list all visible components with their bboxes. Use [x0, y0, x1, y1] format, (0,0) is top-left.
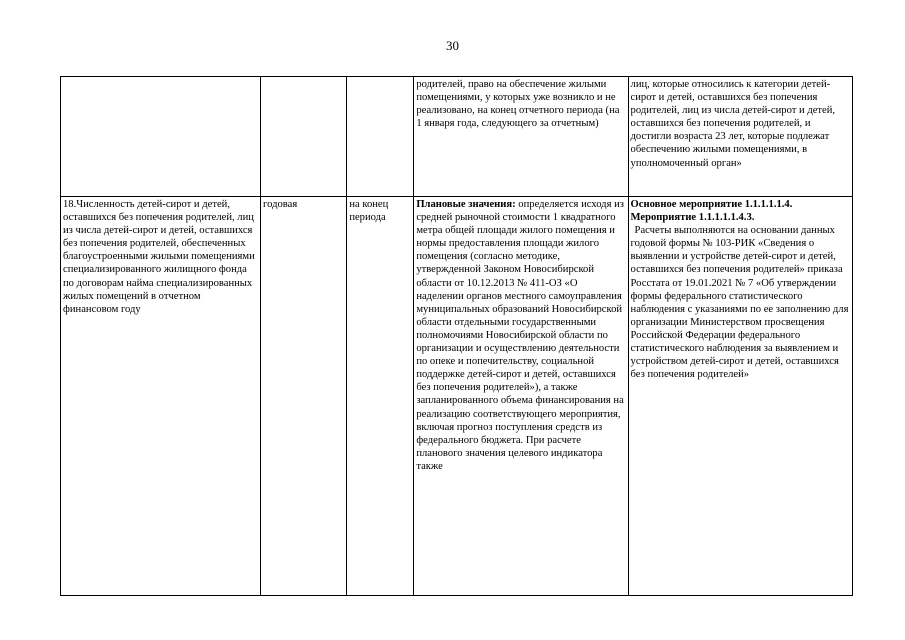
main-activity-label: Основное мероприятие 1.1.1.1.1.4.	[630, 199, 793, 210]
indicator-table	[60, 76, 853, 596]
indicator-name-cell	[61, 77, 261, 197]
planned-values-label: Плановые значения:	[416, 199, 516, 210]
periodicity-cell	[261, 77, 347, 197]
table-row	[61, 77, 853, 197]
page-number: 30	[446, 38, 459, 53]
indicator-name-cell: 18.Численность детей-сирот и детей, оставшихся без попечения родителей, лиц из числа детей-сирот и детей, оставшихся без попечения родителей, обеспеченных благоустроенными жилыми помещениями специализированного жилищного фонда по договорам найма специализированных жилых помещений в отчетном финансовом году	[61, 197, 261, 596]
calculation-method-cell	[414, 197, 628, 596]
period-type-cell: на конец периода	[347, 197, 414, 596]
periodicity-cell: годовая	[261, 197, 347, 596]
calculation-method-cell: родителей, право на обеспечение жилыми помещениями, у которых уже возникло и не реализовано, на конец отчетного периода (на 1 января года, следующего за отчетным)	[414, 77, 628, 197]
data-source-text: Расчеты выполняются на основании данных годовой формы № 103-РИК «Сведения о выявлении и устройстве детей-сирот и детей, оставшихся без попечения родителей» приказа Росстата от 19.01.2021 № 7 «Об утверждении формы федерального статистического наблюдения с указаниями по ее заполнению для организации Министерством просвещения Российской Федерации федерального статистического наблюдения за выявлением и устройством детей-сирот и детей, оставшихся без попечения родителей»	[630, 225, 849, 381]
calculation-method-text: определяется исходя из средней рыночной стоимости 1 квадратного метра общей площади жилого помещения и нормы предоставления площади жилого помещения (согласно методике, утвержденной Законом Новосибирской области от 10.12.2013 № 411-ОЗ «О наделении органов местного самоуправления муниципальных образований Новосибирской области отдельными государственными полномочиями Новосибирской области по организации и осуществлению деятельности по опеке и попечительству, социальной поддержке детей-сирот и детей, оставшихся без попечения родителей»), а также запланированного объема финансирования на реализацию соответствующего мероприятия, включая прогноз поступления средств из федерального бюджета. При расчете планового значения целевого индикатора также	[416, 199, 624, 472]
period-type-cell	[347, 77, 414, 197]
data-source-cell: лиц, которые относились к категории детей-сирот и детей, оставшихся без попечения родителей, лиц из числа детей-сирот и детей, оставшихся без попечения родителей, и достигли возраста 23 лет, которые подлежат обеспечению жилыми помещениями, в уполномоченный орган»	[628, 77, 852, 197]
table-row	[61, 197, 853, 596]
data-source-cell	[628, 197, 852, 596]
activity-label: Мероприятие 1.1.1.1.1.4.3.	[630, 212, 755, 224]
